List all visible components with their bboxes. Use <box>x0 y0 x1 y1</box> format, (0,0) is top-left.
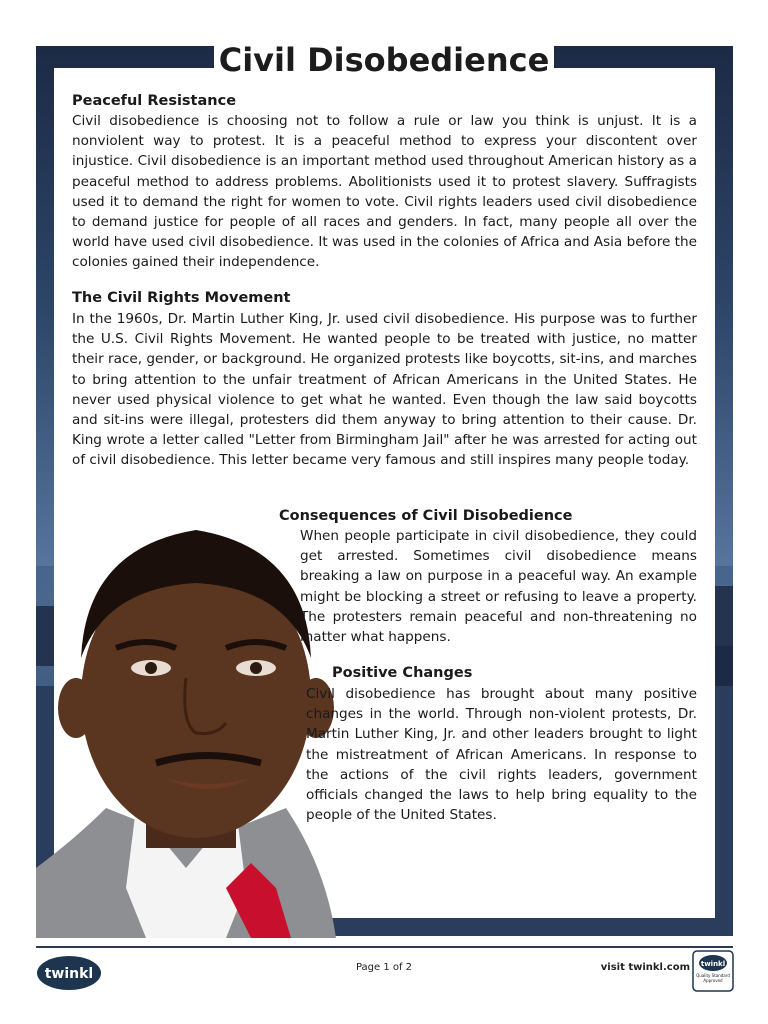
section-text-positive-changes: Civil disobedience has brought about many positive changes in the world. Through non-violent protests, Dr. Martin Luther King, Jr. and other leaders brought to light the mistreatment of African Americans. In response to the actions of the civil rights leaders, government officials changed the laws to help bring equality to the people of the United States. <box>306 686 697 824</box>
twinkl-logo <box>36 954 106 992</box>
badge-caption: Quality Standard Approved <box>696 973 730 983</box>
martin-luther-king-portrait <box>36 508 336 938</box>
section-text-peaceful-resistance: Civil disobedience is choosing not to follow a rule or law you think is unjust. It is a nonviolent way to protest. It is a peaceful method to express your discontent over injustice. Civil disobedience is an important method used throughout American history as a peaceful method to address problems. Abolitionists used it to protest slavery. Suffragists used it to demand the right for women to vote. Civil rights leaders used civil disobedience to demand justice for people of all races and genders. In fact, many people all over the world have used civil disobedience. It was used in the colonies of Africa and Asia before the colonies gained their independence. <box>72 113 697 271</box>
section-heading-civil-rights-movement: The Civil Rights Movement <box>72 290 291 306</box>
badge-title: twinkl <box>700 960 726 968</box>
page-number: Page 1 of 2 <box>355 962 413 973</box>
section-text-civil-rights-movement: In the 1960s, Dr. Martin Luther King, Jr. used civil disobedience. His purpose was to further the U.S. Civil Rights Movement. He wanted people to be treated with justice, no matter their race, gender, or background. He organized protests like boycotts, sit-ins, and marches to bring attention to the unfair treatment of African Americans in the United States. He never used physical violence to get what he wanted. Even though the law said boycotts and sit-ins were illegal, protesters did them anyway to bring attention to their cause. Dr. King wrote a letter called "Letter from Birmingham Jail" after he was arrested for acting out of civil disobedience. This letter became very famous and still inspires many people today. <box>72 311 697 469</box>
quality-standard-badge <box>692 950 736 994</box>
footer-divider <box>36 946 733 948</box>
page-title: Civil Disobedience <box>214 34 554 90</box>
visit-website-link[interactable]: visit twinkl.com <box>600 962 690 973</box>
section-text-consequences: When people participate in civil disobedience, they could get arrested. Sometimes civil disobedience means breaking a law on purpose in a peaceful way. An example might be blocking a street or refusing to leave a property. The protesters remain peaceful and non-threatening no matter what happens. <box>300 528 697 646</box>
section-heading-positive-changes: Positive Changes <box>332 665 473 681</box>
section-heading-peaceful-resistance: Peaceful Resistance <box>72 93 237 109</box>
section-heading-consequences: Consequences of Civil Disobedience <box>279 508 573 524</box>
twinkl-logo-text: twinkl <box>44 966 94 982</box>
